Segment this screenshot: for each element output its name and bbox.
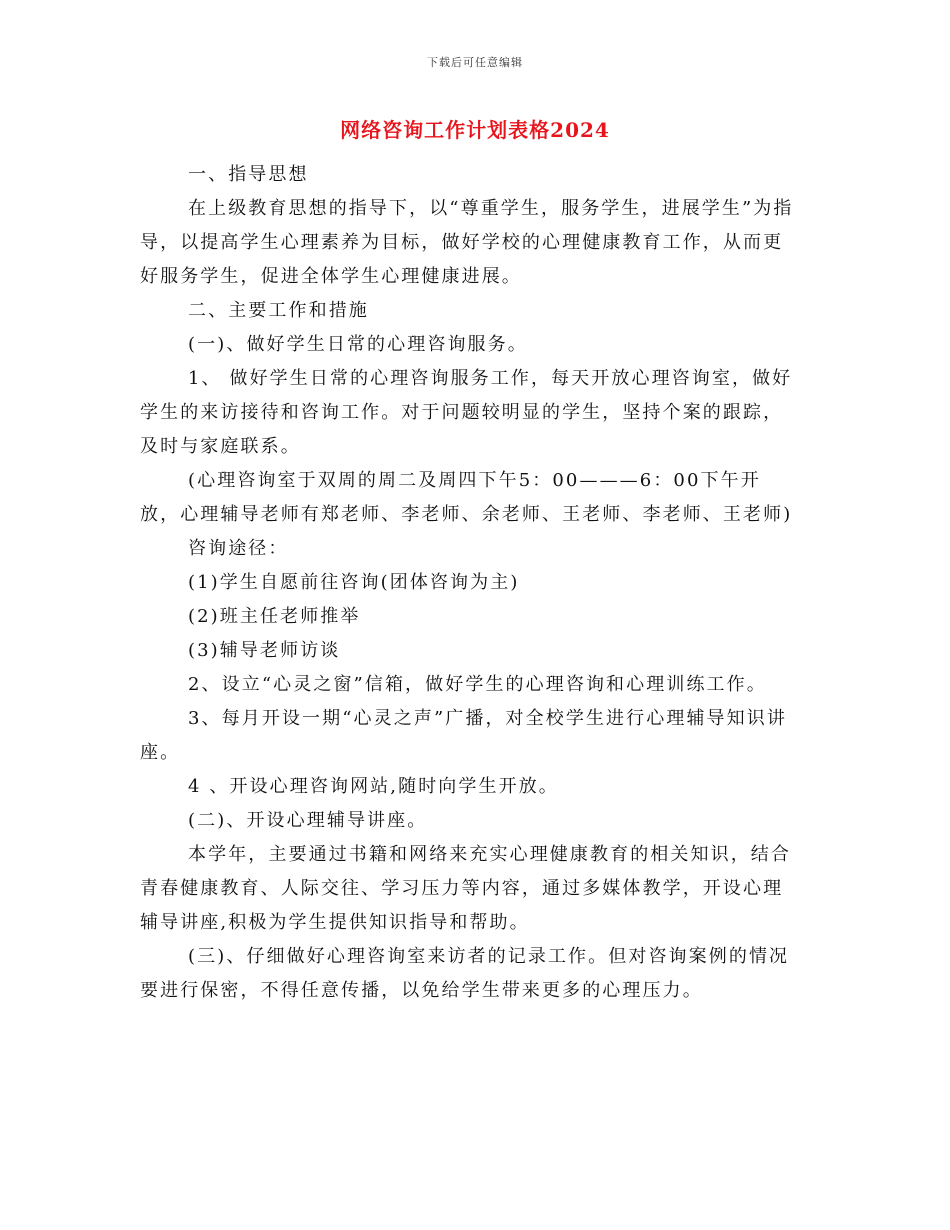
list-label: 咨询途径：: [188, 538, 289, 559]
paragraph: 3、每月开设一期“心灵之声”广播，对全校学生进行心理辅导知识讲座。: [140, 708, 787, 763]
paragraph: 2、设立“心灵之窗”信箱，做好学生的心理咨询和心理训练工作。: [188, 674, 767, 695]
list-item: (1)学生自愿前往咨询(团体咨询为主): [188, 572, 520, 593]
section-heading: 一、指导思想: [188, 164, 309, 185]
paragraph: 本学年，主要通过书籍和网络来充实心理健康教育的相关知识，结合青春健康教育、人际交往、学习压力等内容，通过多媒体教学，开设心理辅导讲座,积极为学生提供知识指导和帮助。: [140, 844, 791, 933]
list-item: (2)班主任老师推举: [188, 606, 361, 627]
paragraph: (三)、仔细做好心理咨询室来访者的记录工作。但对咨询案例的情况要进行保密，不得任意传播，以免给学生带来更多的心理压力。: [140, 946, 790, 1001]
page-header: 下载后可任意编辑: [427, 56, 523, 69]
document-title: 网络咨询工作计划表格2024: [340, 118, 610, 142]
document-body: [140, 158, 800, 1008]
paragraph: 在上级教育思想的指导下，以“尊重学生，服务学生，进展学生”为指导，以提高学生心理素养为目标，做好学校的心理健康教育工作，从而更好服务学生，促进全体学生心理健康进展。: [140, 198, 794, 287]
paragraph: (心理咨询室于双周的周二及周四下午5：00———6：00下午开放，心理辅导老师有郑老师、李老师、余老师、王老师、李老师、王老师): [140, 470, 793, 525]
subsection-heading: (一)、做好学生日常的心理咨询服务。: [188, 334, 528, 355]
paragraph: 4 、开设心理咨询网站,随时向学生开放。: [188, 776, 559, 797]
list-item: (3)辅导老师访谈: [188, 640, 341, 661]
subsection-heading: (二)、开设心理辅导讲座。: [188, 810, 428, 831]
section-heading: 二、主要工作和措施: [188, 300, 369, 321]
paragraph: 1、 做好学生日常的心理咨询服务工作，每天开放心理咨询室，做好学生的来访接待和咨询工作。对于问题较明显的学生，坚持个案的跟踪，及时与家庭联系。: [140, 368, 793, 457]
